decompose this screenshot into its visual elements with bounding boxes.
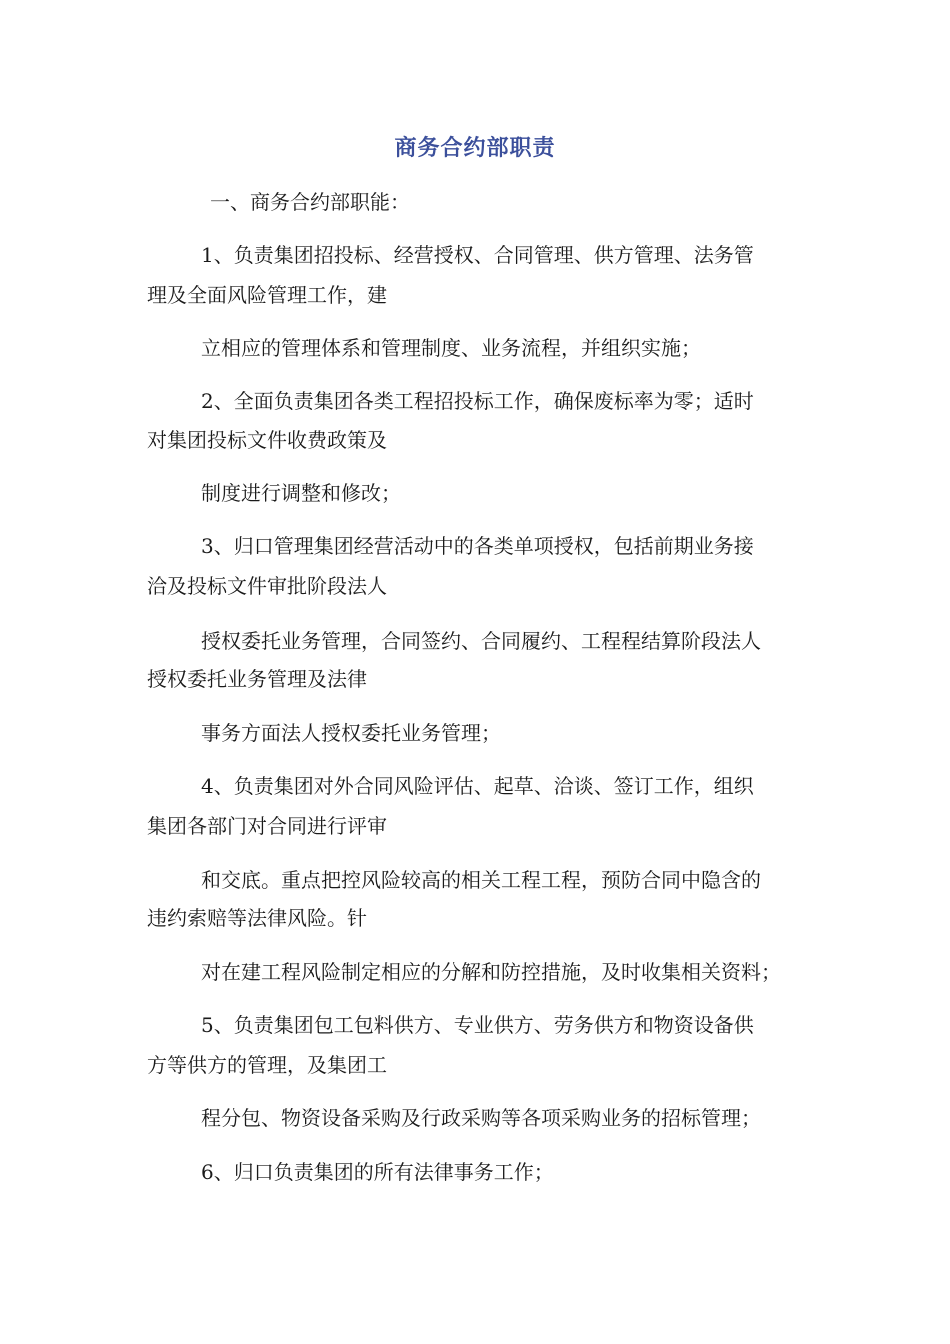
paragraph-line: 违约索赔等法律风险。针 bbox=[147, 906, 367, 930]
paragraph-line: 对集团投标文件收费政策及 bbox=[147, 428, 387, 452]
paragraph-line: 事务方面法人授权委托业务管理； bbox=[201, 721, 501, 745]
paragraph-line: 1、负责集团招投标、经营授权、合同管理、供方管理、法务管 bbox=[201, 243, 754, 267]
paragraph-line: 对在建工程风险制定相应的分解和防控措施，及时收集相关资料； bbox=[201, 960, 781, 984]
paragraph-line: 授权委托业务管理，合同签约、合同履约、工程程结算阶段法人 bbox=[201, 629, 761, 653]
paragraph-line: 立相应的管理体系和管理制度、业务流程，并组织实施； bbox=[201, 336, 701, 360]
paragraph-line: 2、全面负责集团各类工程招投标工作，确保废标率为零；适时 bbox=[201, 389, 754, 413]
paragraph-line: 方等供方的管理，及集团工 bbox=[147, 1053, 387, 1077]
document-title: 商务合约部职责 bbox=[394, 136, 556, 161]
section-heading: 一、商务合约部职能： bbox=[210, 190, 410, 214]
paragraph-line: 4、负责集团对外合同风险评估、起草、洽谈、签订工作，组织 bbox=[201, 774, 754, 798]
paragraph-line: 程分包、物资设备采购及行政采购等各项采购业务的招标管理； bbox=[201, 1106, 761, 1130]
paragraph-line: 理及全面风险管理工作，建 bbox=[147, 283, 387, 307]
paragraph-line: 和交底。重点把控风险较高的相关工程工程，预防合同中隐含的 bbox=[201, 868, 761, 892]
paragraph-line: 3、归口管理集团经营活动中的各类单项授权，包括前期业务接 bbox=[201, 534, 754, 558]
paragraph-line: 集团各部门对合同进行评审 bbox=[147, 814, 387, 838]
paragraph-line: 6、归口负责集团的所有法律事务工作； bbox=[201, 1160, 554, 1184]
paragraph-line: 洽及投标文件审批阶段法人 bbox=[147, 574, 387, 598]
paragraph-line: 5、负责集团包工包料供方、专业供方、劳务供方和物资设备供 bbox=[201, 1013, 754, 1037]
paragraph-line: 授权委托业务管理及法律 bbox=[147, 667, 367, 691]
paragraph-line: 制度进行调整和修改； bbox=[201, 481, 401, 505]
